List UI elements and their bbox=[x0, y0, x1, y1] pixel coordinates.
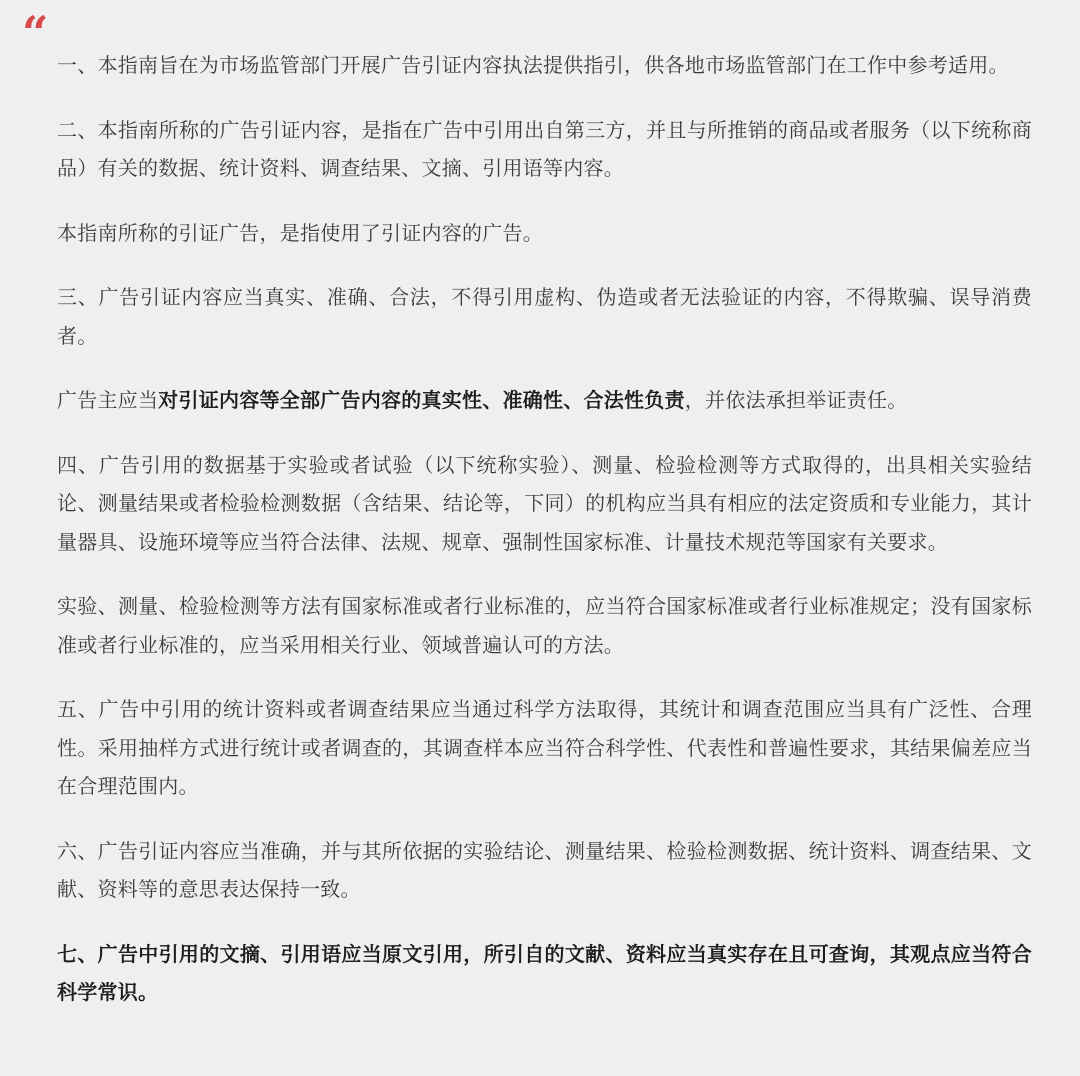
article-body bbox=[57, 46, 1032, 1038]
paragraph-9: 六、广告引证内容应当准确，并与其所依据的实验结论、测量结果、检验检测数据、统计资料、调查结果、文献、资料等的意思表达保持一致。 bbox=[57, 838, 1032, 901]
paragraph-5-lead: 广告主应当 bbox=[57, 388, 159, 412]
paragraph-4: 三、广告引证内容应当真实、准确、合法，不得引用虚构、伪造或者无法验证的内容，不得欺骗、误导消费者。 bbox=[57, 285, 1032, 348]
paragraph-2: 二、本指南所称的广告引证内容，是指在广告中引用出自第三方，并且与所推销的商品或者服务（以下统称商品）有关的数据、统计资料、调查结果、文摘、引用语等内容。 bbox=[57, 117, 1032, 180]
paragraph-5-tail: ，并依法承担举证责任。 bbox=[684, 388, 908, 412]
paragraph-5-emphasis: 对引证内容等全部广告内容的真实性、准确性、合法性负责 bbox=[158, 388, 685, 412]
paragraph-6: 四、广告引用的数据基于实验或者试验（以下统称实验）、测量、检验检测等方式取得的，出具相关实验结论、测量结果或者检验检测数据（含结果、结论等，下同）的机构应当具有相应的法定资质和专业能力，其计量器具、设施环境等应当符合法律、法规、规章、强制性国家标准、计量技术规范等国家有关要求。 bbox=[57, 452, 1032, 554]
paragraph-3: 本指南所称的引证广告，是指使用了引证内容的广告。 bbox=[57, 220, 543, 245]
paragraph-8: 五、广告中引用的统计资料或者调查结果应当通过科学方法取得，其统计和调查范围应当具有广泛性、合理性。采用抽样方式进行统计或者调查的，其调查样本应当符合科学性、代表性和普遍性要求，其结果偏差应当在合理范围内。 bbox=[57, 697, 1032, 798]
paragraph-1: 一、本指南旨在为市场监管部门开展广告引证内容执法提供指引，供各地市场监管部门在工作中参考适用。 bbox=[57, 53, 1009, 77]
paragraph-7: 实验、测量、检验检测等方法有国家标准或者行业标准的，应当符合国家标准或者行业标准规定；没有国家标准或者行业标准的，应当采用相关行业、领域普遍认可的方法。 bbox=[57, 594, 1032, 657]
left-double-quote-icon: “ bbox=[22, 6, 49, 60]
paragraph-10: 七、广告中引用的文摘、引用语应当原文引用，所引自的文献、资料应当真实存在且可查询，其观点应当符合科学常识。 bbox=[57, 941, 1032, 1004]
paragraph-5 bbox=[57, 381, 1032, 420]
